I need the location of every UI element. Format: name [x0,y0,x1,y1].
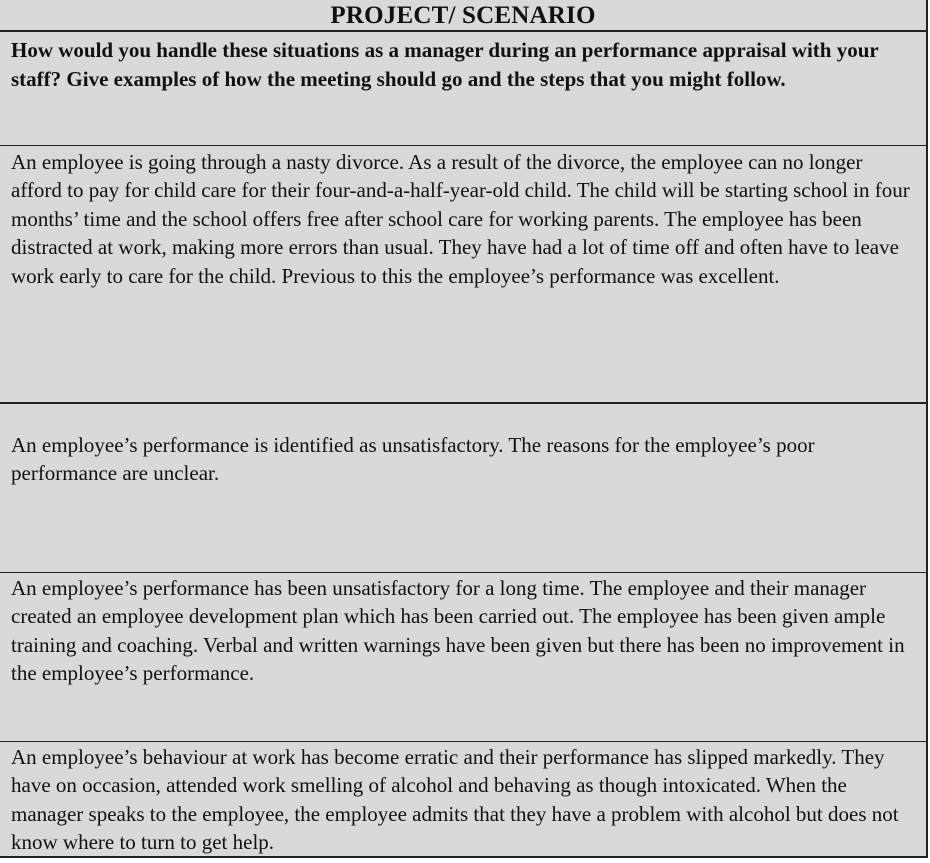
scenario-text-4: An employee’s behaviour at work has become erratic and their performance has slipped markedly. They have on occasion, attended work smelling of alcohol and behaving as though intoxicated. When the manager speaks to the employee, the employee admits that they have a problem with alcohol but does not know where to turn to get help. [11,745,899,855]
page-title: PROJECT/ SCENARIO [330,1,596,29]
title-row [0,0,926,32]
scenario-text-1: An employee is going through a nasty divorce. As a result of the divorce, the employee can no longer afford to pay for child care for their four-and-a-half-year-old child. The child will be starting school in four months’ time and the school offers free after school care for working parents. The employee has been distracted at work, making more errors than usual. They have had a lot of time off and often have to leave work early to care for the child. Previous to this the employee’s performance was excellent. [11,150,910,288]
question-text: How would you handle these situations as a manager during an performance appraisal with your staff? Give examples of how the meeting should go and the steps that you might follow. [11,38,879,91]
scenario-row-3 [0,573,926,742]
scenario-row-1 [0,146,926,403]
question-row [0,32,926,146]
scenario-row-2 [0,403,926,573]
scenario-text-2: An employee’s performance is identified as unsatisfactory. The reasons for the employee’s poor performance are unclear. [11,433,815,486]
scenario-text-3: An employee’s performance has been unsatisfactory for a long time. The employee and their manager created an employee development plan which has been carried out. The employee has been given ample training and coaching. Verbal and written warnings have been given but there has been no improvement in the employee’s performance. [11,576,905,686]
scenario-row-4 [0,742,926,858]
